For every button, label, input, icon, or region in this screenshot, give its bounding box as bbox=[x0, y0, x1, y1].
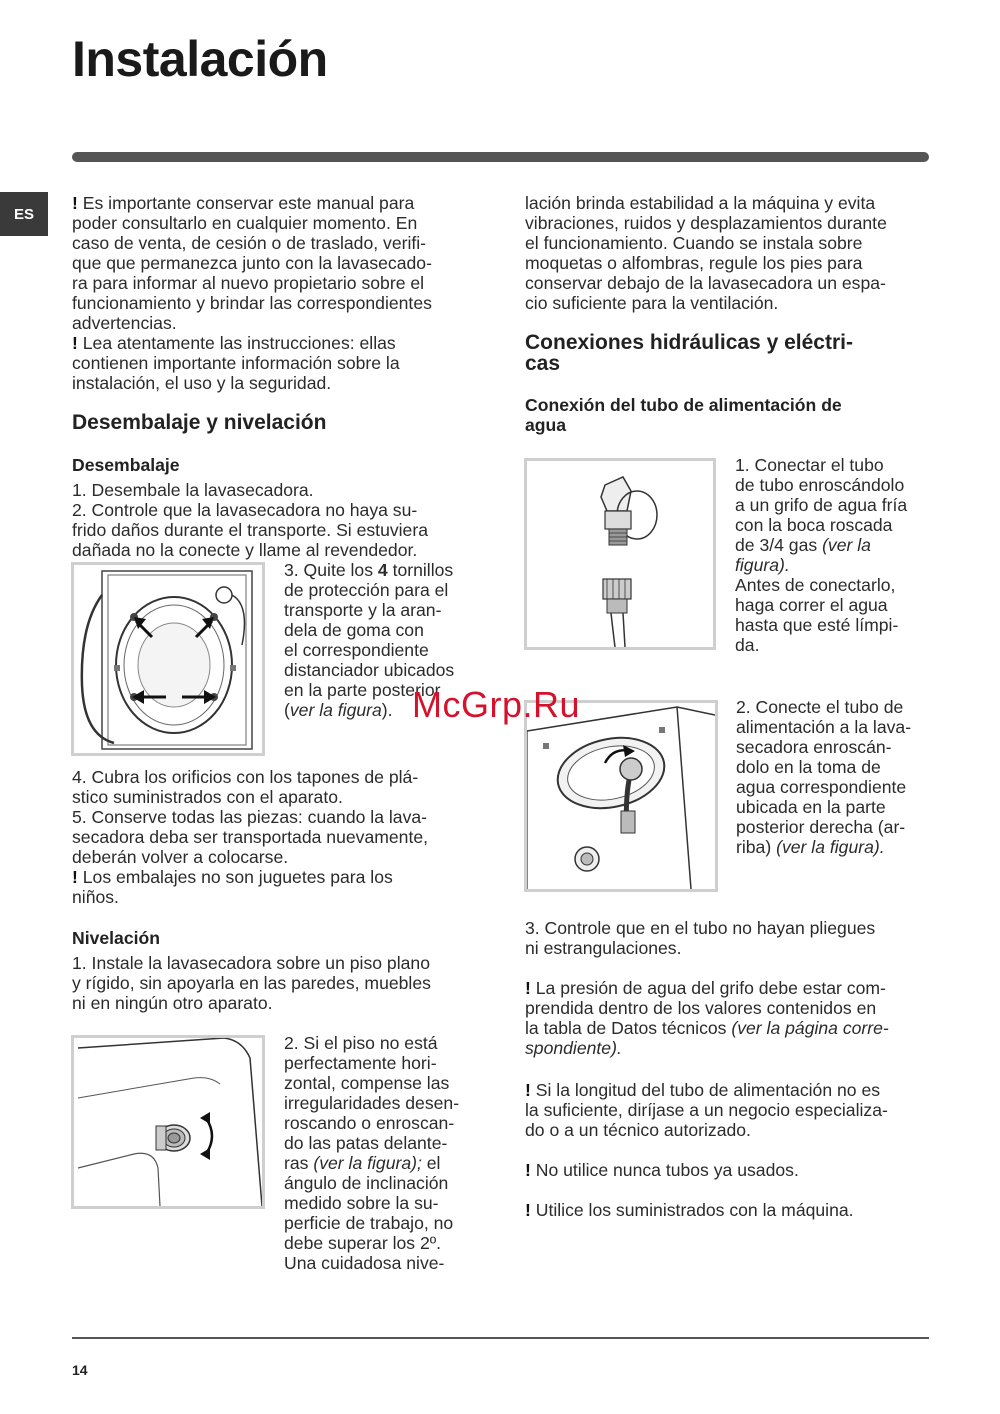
desembalaje-steps-4-5: 4. Cubra los orificios con los tapones de plá- stico suministrados con el aparato. 5. Conserve todas las piezas: cuando la lava- secadora deba ser transportada nuevamente, deberán volver a colocarse. ! Los embalajes no son juguetes para los niños. bbox=[72, 767, 429, 907]
watermark: McGrp.Ru bbox=[412, 684, 581, 725]
leveling-continuation: lación brinda estabilidad a la máquina y evita vibraciones, ruidos y desplazamientos durante el funcionamiento. Cuando se instala sobre moquetas o alfombras, regule los pies para conservar debajo de la lavasecadora un espa- cio suficiente para la ventilación. bbox=[525, 193, 887, 313]
section-heading-conexiones: Conexiones hidráulicas y eléctri- cas bbox=[525, 331, 853, 375]
section-heading-desembalaje-nivelacion: Desembalaje y nivelación bbox=[72, 411, 327, 434]
tap-connector-figure bbox=[524, 458, 716, 650]
nivelacion-step-1: 1. Instale la lavasecadora sobre un piso plano y rígido, sin apoyarla en las paredes, muebles ni en ningún otro aparato. bbox=[72, 953, 431, 1013]
language-tab: ES bbox=[0, 192, 48, 236]
note-hose-length: ! Si la longitud del tubo de alimentación no es la suficiente, diríjase a un negocio especializa- do o a un técnico autorizado. bbox=[525, 1080, 888, 1140]
rear-screws-figure bbox=[71, 562, 265, 756]
note-water-pressure: ! La presión de agua del grifo debe estar com- prendida dentro de los valores contenidos en la tabla de Datos técnicos (ver la página corre- spondiente). bbox=[525, 978, 889, 1058]
intro-text: ! Es importante conservar este manual para poder consultarlo en cualquier momento. En caso de venta, de cesión o de traslado, verifi- que que permanezca junto con la lavasecado- ra para informar al nuevo propietario sobre el funcionamiento y brindar las correspondientes advertencias. ! Lea atentamente las instrucciones: ellas contienen importante información sobre la instalación, el uso y la seguridad. bbox=[72, 193, 432, 393]
washer-inlet-figure bbox=[524, 700, 718, 892]
subheading-conexion-tubo: Conexión del tubo de alimentación de agua bbox=[525, 395, 842, 435]
conexion-step-1: 1. Conectar el tubo de tubo enroscándolo a un grifo de agua fría con la boca roscada de 3/4 gas (ver la figura). Antes de conectarlo, haga correr el agua hasta que esté límpi- da. bbox=[735, 455, 908, 655]
desembalaje-steps-1-2: 1. Desembale la lavasecadora. 2. Controle que la lavasecadora no haya su- frido daños durante el transporte. Si estuviera dañada no la conecte y llame al revendedor. bbox=[72, 480, 428, 560]
conexion-step-3: 3. Controle que en el tubo no hayan pliegues ni estrangulaciones. bbox=[525, 918, 876, 958]
page-title: Instalación bbox=[72, 31, 328, 87]
subheading-desembalaje: Desembalaje bbox=[72, 455, 180, 475]
leveling-foot-figure bbox=[71, 1035, 265, 1209]
title-divider bbox=[72, 152, 929, 162]
nivelacion-step-2: 2. Si el piso no está perfectamente hori- zontal, compense las irregularidades desen- roscando o enroscan- do las patas delante- ras (ver la figura); el ángulo de inclinación medido sobre la su- perficie de trabajo, no debe superar los 2º. Una cuidadosa nive- bbox=[284, 1033, 460, 1273]
note-use-supplied: ! Utilice los suministrados con la máquina. bbox=[525, 1200, 854, 1220]
subheading-nivelacion: Nivelación bbox=[72, 928, 161, 948]
note-no-used-hoses: ! No utilice nunca tubos ya usados. bbox=[525, 1160, 799, 1180]
footer-divider bbox=[72, 1337, 929, 1339]
desembalaje-step-3: 3. Quite los 4 tornillos de protección para el transporte y la aran- dela de goma con el correspondiente distanciador ubicados en la parte posterior (ver la figura). bbox=[284, 560, 455, 720]
page-number: 14 bbox=[72, 1362, 88, 1378]
conexion-step-2: 2. Conecte el tubo de alimentación a la lava- secadora enroscán- dolo en la toma de agua correspondiente ubicada en la parte posterior derecha (ar- riba) (ver la figura). bbox=[736, 697, 912, 857]
